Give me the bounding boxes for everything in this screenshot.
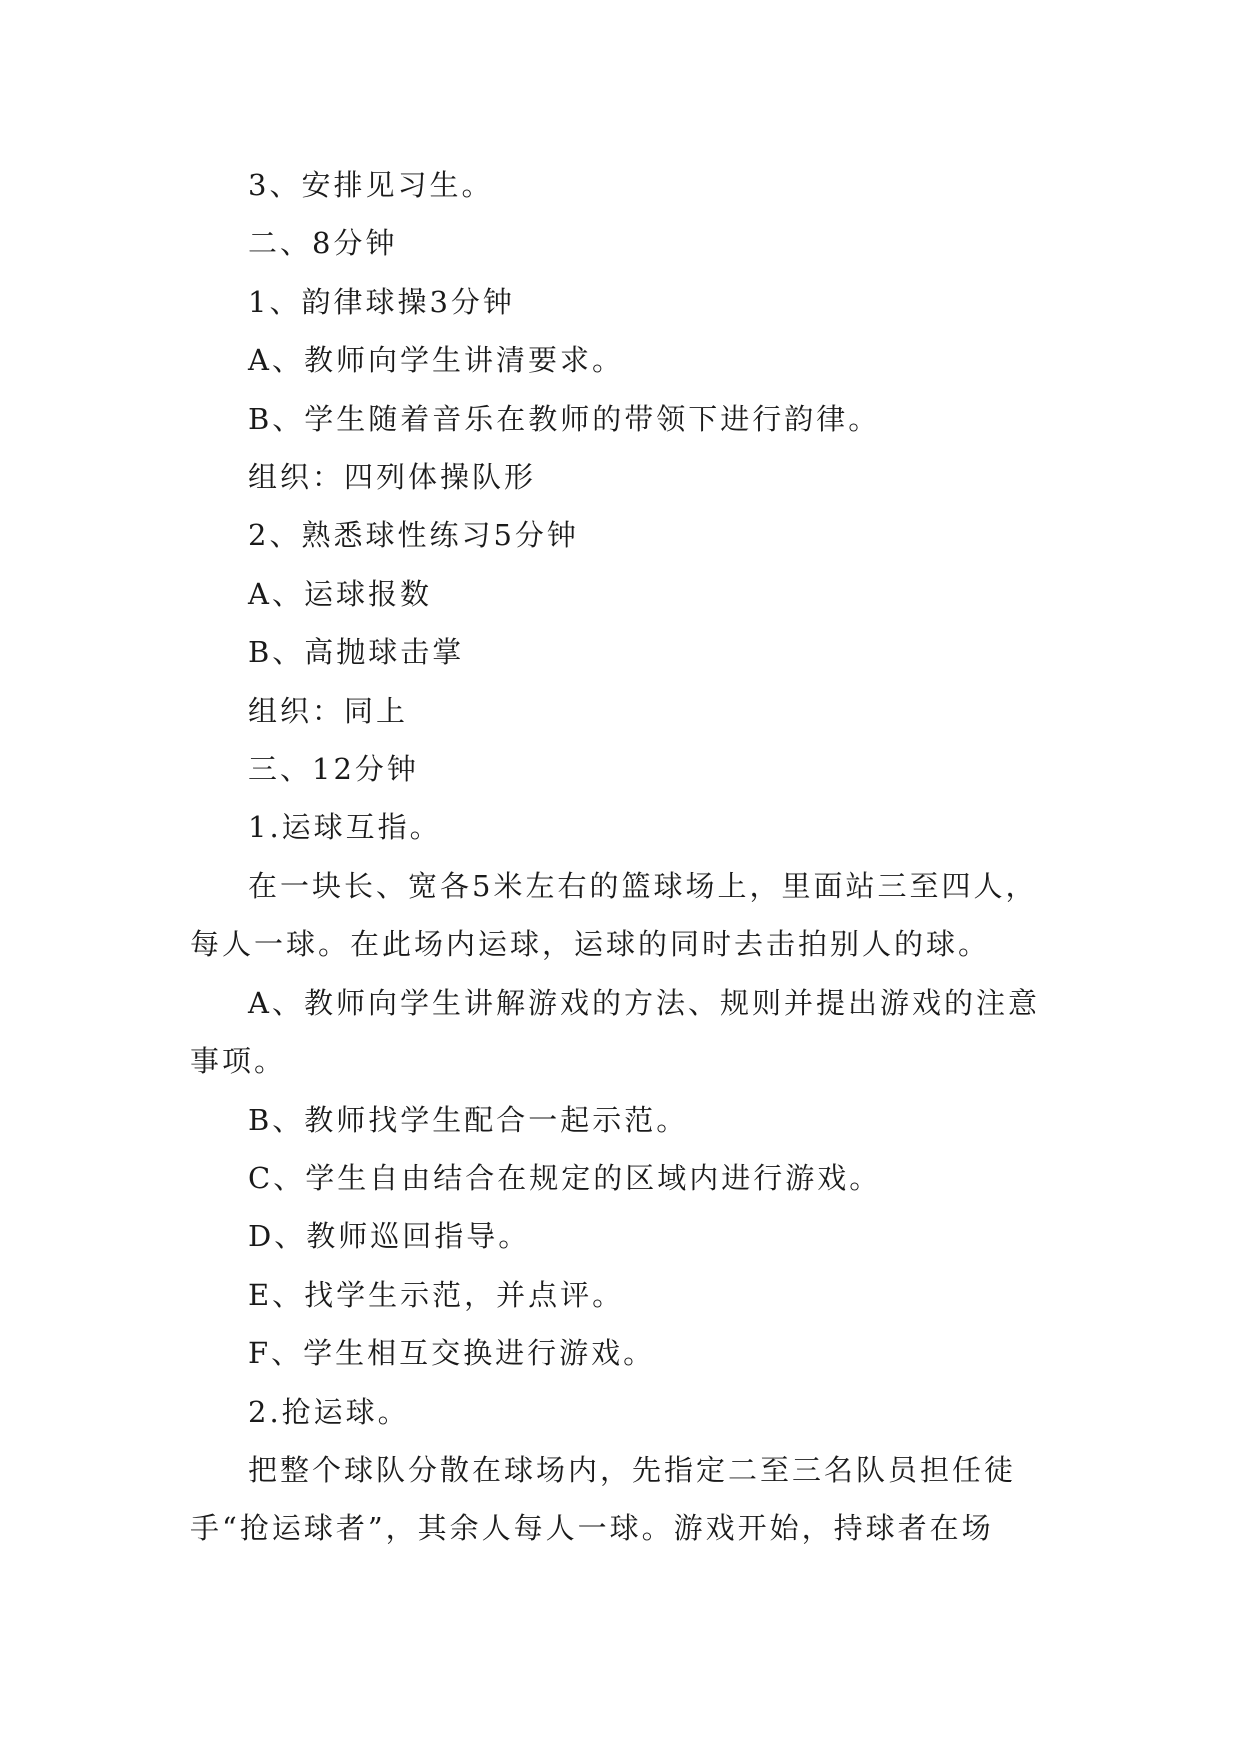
paragraph: 3、安排见习生。 bbox=[248, 168, 494, 202]
paragraph: B、学生随着音乐在教师的带领下进行韵律。 bbox=[248, 401, 881, 436]
paragraph: C、学生自由结合在规定的区域内进行游戏。 bbox=[248, 1160, 882, 1195]
paragraph: 在一块长、宽各5米左右的篮球场上，里面站三至四人，每人一球。在此场内运球，运球的同时去击拍别人的球。 bbox=[190, 868, 1038, 962]
section-heading: 二、8分钟 bbox=[248, 226, 398, 261]
paragraph: E、找学生示范，并点评。 bbox=[248, 1277, 625, 1312]
paragraph: A、运球报数 bbox=[248, 576, 432, 611]
paragraph: 把整个球队分散在球场内，先指定二至三名队员担任徒手“抢运球者”，其余人每人一球。游戏开始，持球者在场 bbox=[190, 1452, 1017, 1546]
document-body bbox=[190, 156, 1060, 1558]
paragraph: B、教师找学生配合一起示范。 bbox=[248, 1102, 689, 1137]
paragraph: 1.运球互指。 bbox=[248, 810, 442, 845]
paragraph: 组织：四列体操队形 bbox=[248, 460, 537, 495]
paragraph: 1、韵律球操3分钟 bbox=[248, 284, 515, 319]
paragraph: B、高抛球击掌 bbox=[248, 635, 465, 670]
paragraph: A、教师向学生讲解游戏的方法、规则并提出游戏的注意事项。 bbox=[190, 985, 1040, 1079]
paragraph: A、教师向学生讲清要求。 bbox=[248, 343, 624, 378]
paragraph: D、教师巡回指导。 bbox=[248, 1219, 531, 1254]
paragraph: 组织：同上 bbox=[248, 693, 409, 728]
paragraph: F、学生相互交换进行游戏。 bbox=[248, 1336, 656, 1371]
paragraph: 2、熟悉球性练习5分钟 bbox=[248, 518, 579, 553]
paragraph: 2.抢运球。 bbox=[248, 1394, 410, 1429]
section-heading: 三、12分钟 bbox=[248, 752, 419, 787]
